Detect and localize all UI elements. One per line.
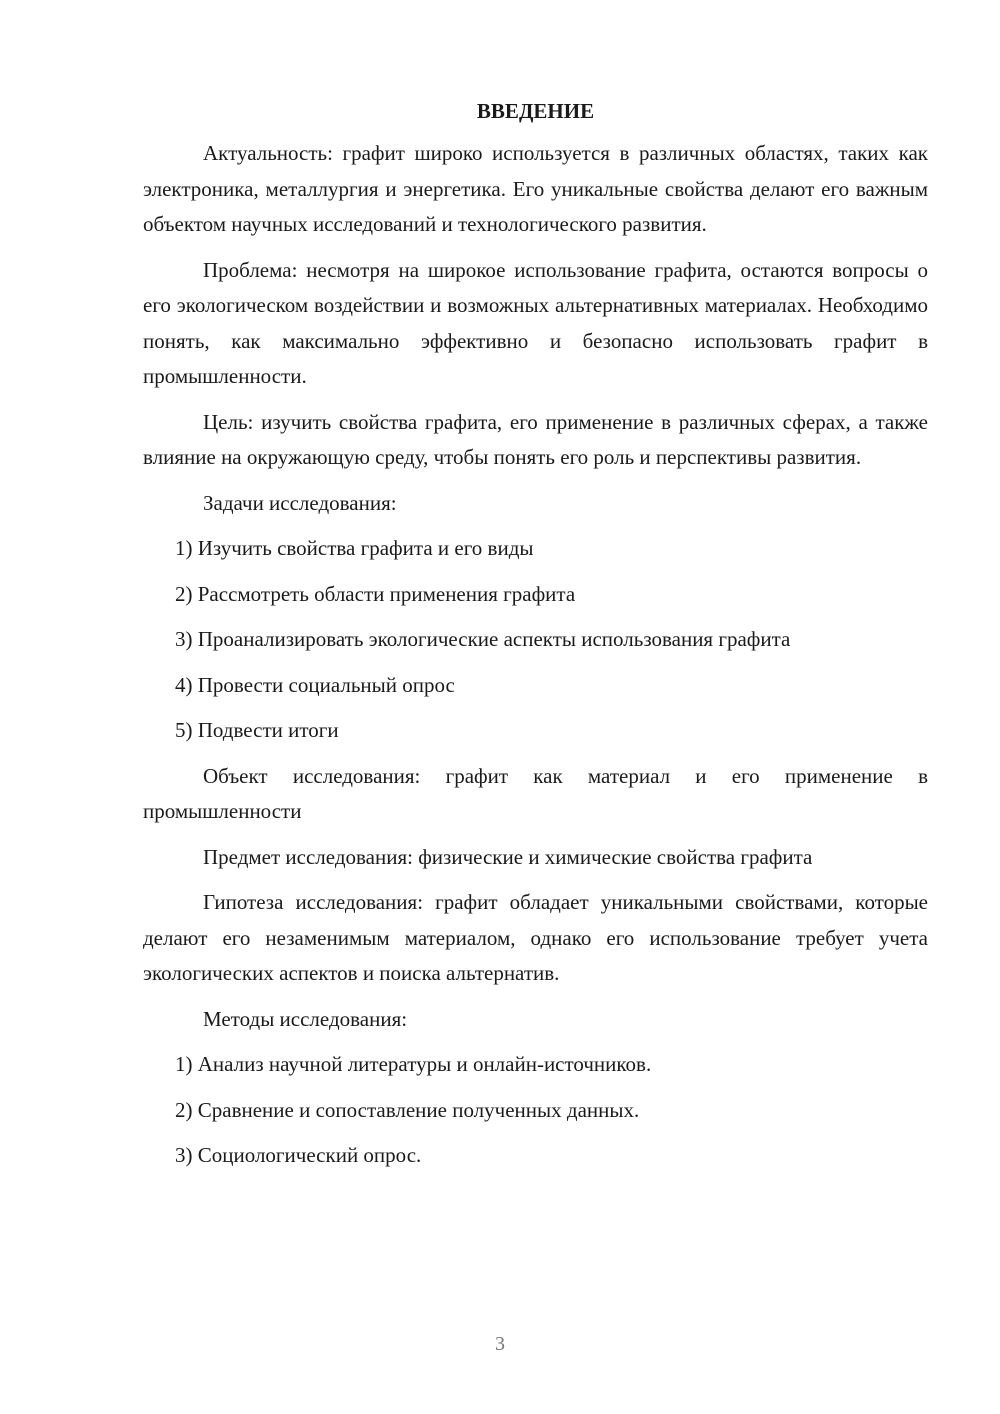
paragraph-hypothesis: Гипотеза исследования: графит обладает уникальными свойствами, которые делают его незаменимым материалом, однако его использование требует учета экологических аспектов и поиска альтернатив. xyxy=(143,890,928,985)
methods-list xyxy=(143,1047,928,1174)
list-item: 4) Провести социальный опрос xyxy=(175,672,455,697)
page-title: ВВЕДЕНИЕ xyxy=(476,99,595,123)
paragraph-subject: Предмет исследования: физические и химические свойства графита xyxy=(203,844,813,869)
list-item: 1) Изучить свойства графита и его виды xyxy=(175,536,534,560)
list-item: 3) Социологический опрос. xyxy=(175,1143,422,1167)
paragraph-object: Объект исследования: графит как материал и его применение в промышленности xyxy=(143,763,928,823)
tasks-heading: Задачи исследования: xyxy=(203,490,397,515)
paragraph-relevance: Актуальность: графит широко используется в различных областях, таких как электроника, металлургия и энергетика. Его уникальные свойства делают его важным объектом научных исследований и технологического развития. xyxy=(143,141,928,236)
tasks-list xyxy=(143,531,928,749)
list-item: 2) Рассмотреть области применения графита xyxy=(175,581,576,606)
paragraph-goal: Цель: изучить свойства графита, его применение в различных сферах, а также влияние на окружающую среду, чтобы понять его роль и перспективы развития. xyxy=(143,409,928,469)
list-item: 2) Сравнение и сопоставление полученных данных. xyxy=(175,1097,640,1122)
document-page xyxy=(143,96,928,1184)
list-item: 5) Подвести итоги xyxy=(175,718,339,742)
paragraph-problem: Проблема: несмотря на широкое использование графита, остаются вопросы о его экологическом воздействии и возможных альтернативных материалах. Необходимо понять, как максимально эффективно и безопасно использовать графит в промышленности. xyxy=(143,257,928,388)
list-item: 1) Анализ научной литературы и онлайн-источников. xyxy=(175,1052,652,1076)
methods-heading: Методы исследования: xyxy=(203,1006,408,1031)
list-item: 3) Проанализировать экологические аспекты использования графита xyxy=(175,627,791,651)
page-number: 3 xyxy=(495,1333,505,1355)
